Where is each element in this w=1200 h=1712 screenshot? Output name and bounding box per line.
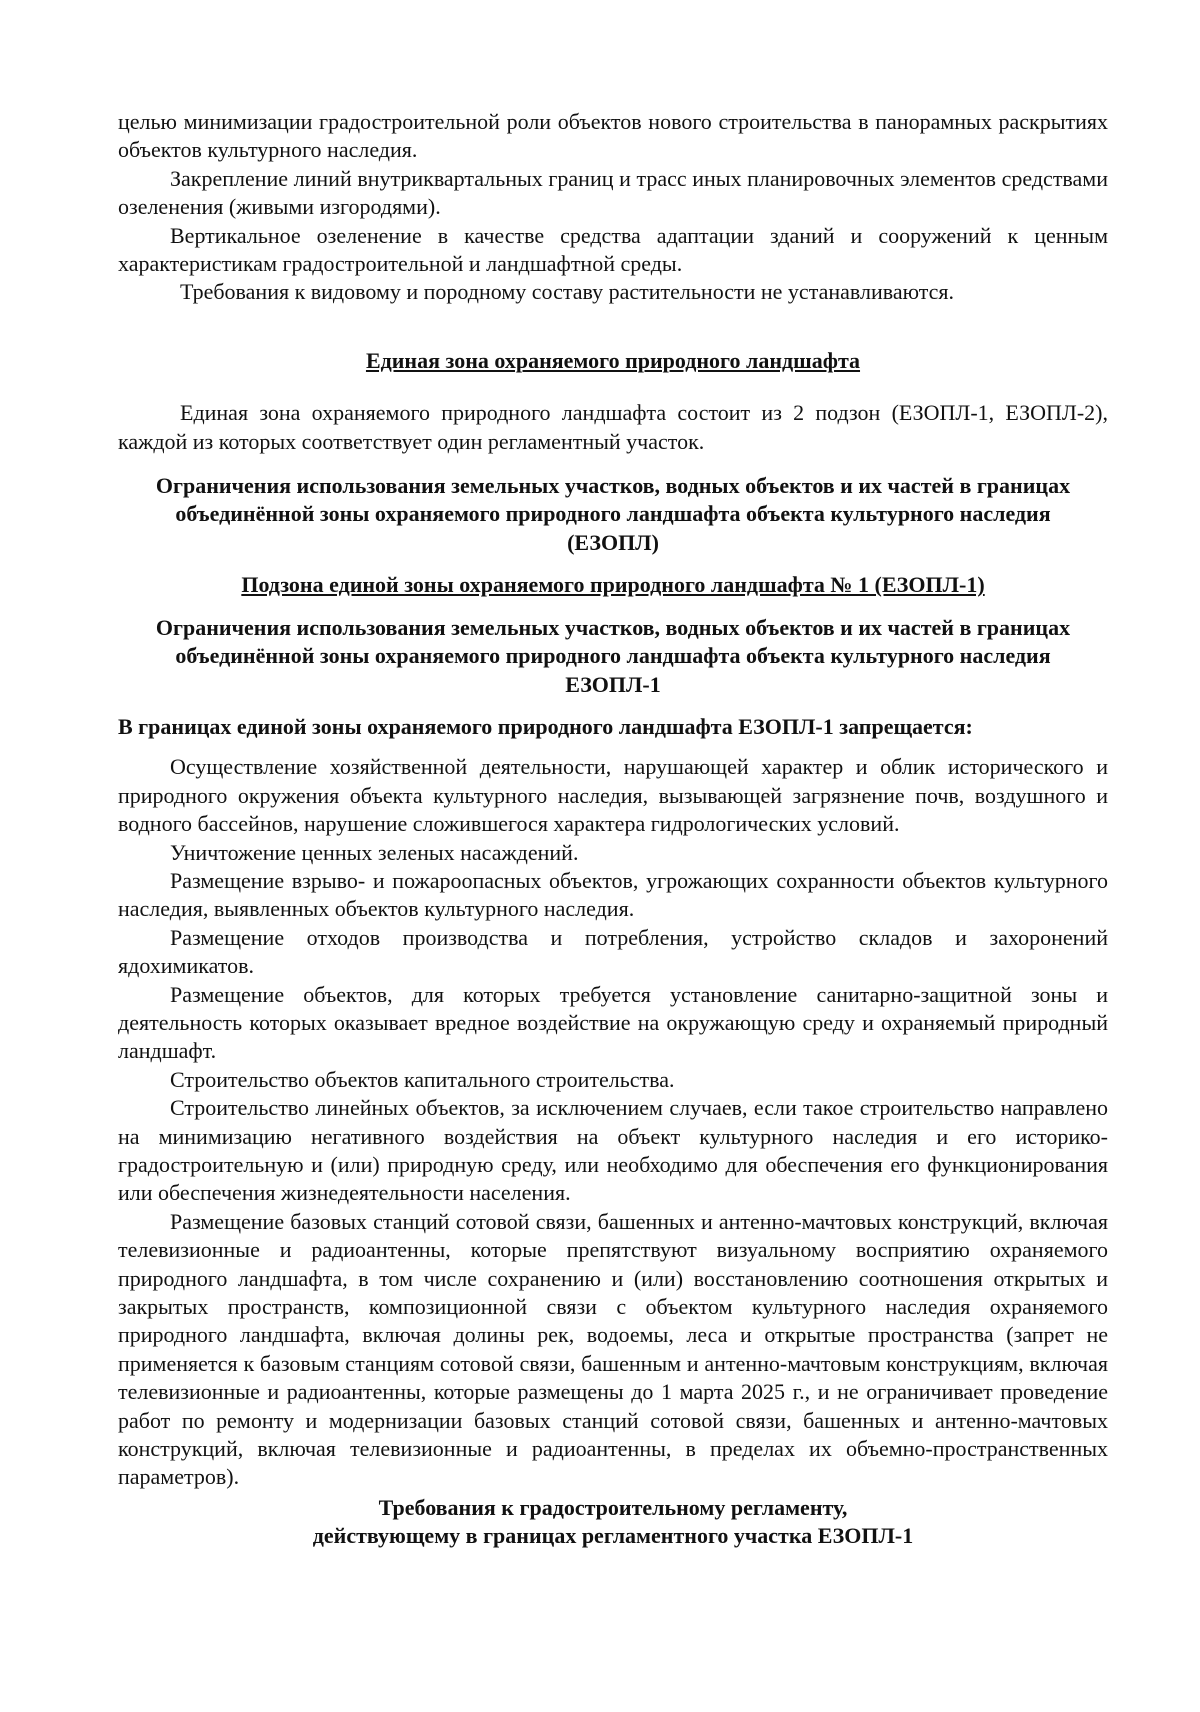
paragraph-hedges: Закрепление линий внутриквартальных границ и трасс иных планировочных элементов средствами озеленения (живыми изгородями). (118, 165, 1108, 220)
restrictions-heading-ezopl-1: Ограничения использования земельных участков, водных объектов и их частей в границах объединённой зоны охраняемого природного ландшафта объекта культурного наследия ЕЗОПЛ-1 (155, 614, 1071, 697)
prohibited-heading: В границах единой зоны охраняемого природного ландшафта ЕЗОПЛ-1 запрещается: (118, 713, 973, 739)
requirements-heading-line2: действующему в границах регламентного участка ЕЗОПЛ-1 (312, 1523, 914, 1549)
prohibited-item: Размещение взрыво- и пожароопасных объектов, угрожающих сохранности объектов культурного наследия, выявленных объектов культурного наследия. (118, 867, 1108, 922)
zone-heading: Единая зона охраняемого природного ландшафта (365, 347, 861, 373)
prohibited-item: Уничтожение ценных зеленых насаждений. (170, 839, 579, 865)
paragraph-vegetation-requirements: Требования к видовому и породному составу растительности не устанавливаются. (180, 279, 955, 305)
zone-intro: Единая зона охраняемого природного ландшафта состоит из 2 подзон (ЕЗОПЛ-1, ЕЗОПЛ-2), каждой из которых соответствует один регламентный участок. (118, 400, 1108, 454)
requirements-heading-line1: Требования к градостроительному регламенту, (378, 1494, 848, 1520)
prohibited-item: Размещение базовых станций сотовой связи, башенных и антенно-мачтовых конструкций, включая телевизионные и радиоантенны, которые препятствуют визуальному восприятию охраняемого природного ландшафта, в том числе сохранению и (или) восстановлению соотношения открытых и закрытых пространств, композиционной связи с объектом культурного наследия охраняемого природного ландшафта, включая долины рек, водоемы, леса и открытые пространства (запрет не применяется к базовым станциям сотовой связи, башенным и антенно-мачтовым конструкциям, включая телевизионные и радиоантенны, которые размещены до 1 марта 2025 г., и не ограничивает проведение работ по ремонту и модернизации базовых станций сотовой связи, башенных и антенно-мачтовых конструкций, включая телевизионные и радиоантенны, в пределах их объемно-пространственных параметров). (118, 1208, 1108, 1490)
paragraph-continuation: целью минимизации градостроительной роли объектов нового строительства в панорамных раскрытиях объектов культурного наследия. (118, 109, 1108, 163)
restrictions-heading-ezopl: Ограничения использования земельных участков, водных объектов и их частей в границах объединённой зоны охраняемого природного ландшафта объекта культурного наследия (ЕЗОПЛ) (155, 473, 1071, 555)
prohibited-item: Осуществление хозяйственной деятельности, нарушающей характер и облик исторического и природного окружения объекта культурного наследия, вызывающей загрязнение почв, воздушного и водного бассейнов, нарушение сложившегося характера гидрологических условий. (118, 754, 1108, 837)
prohibited-item: Размещение объектов, для которых требуется установление санитарно-защитной зоны и деятельность которых оказывает вредное воздействие на окружающую среду и охраняемый природный ландшафт. (118, 981, 1108, 1064)
prohibited-list (118, 753, 1108, 1492)
subzone-heading: Подзона единой зоны охраняемого природного ландшафта № 1 (ЕЗОПЛ-1) (241, 572, 985, 598)
prohibited-item: Строительство объектов капитального строительства. (170, 1066, 675, 1092)
prohibited-item: Размещение отходов производства и потребления, устройство складов и захоронений ядохимикатов. (118, 924, 1108, 979)
requirements-heading (118, 1494, 1108, 1551)
paragraph-vertical-greening: Вертикальное озеленение в качестве средства адаптации зданий и сооружений к ценным характеристикам градостроительной и ландшафтной среды. (118, 222, 1108, 277)
prohibited-item: Строительство линейных объектов, за исключением случаев, если такое строительство направлено на минимизацию негативного воздействия на объект культурного наследия и его историко-градостроительную и (или) природную среду, или необходимо для обеспечения его функционирования или обеспечения жизнедеятельности населения. (118, 1095, 1108, 1206)
